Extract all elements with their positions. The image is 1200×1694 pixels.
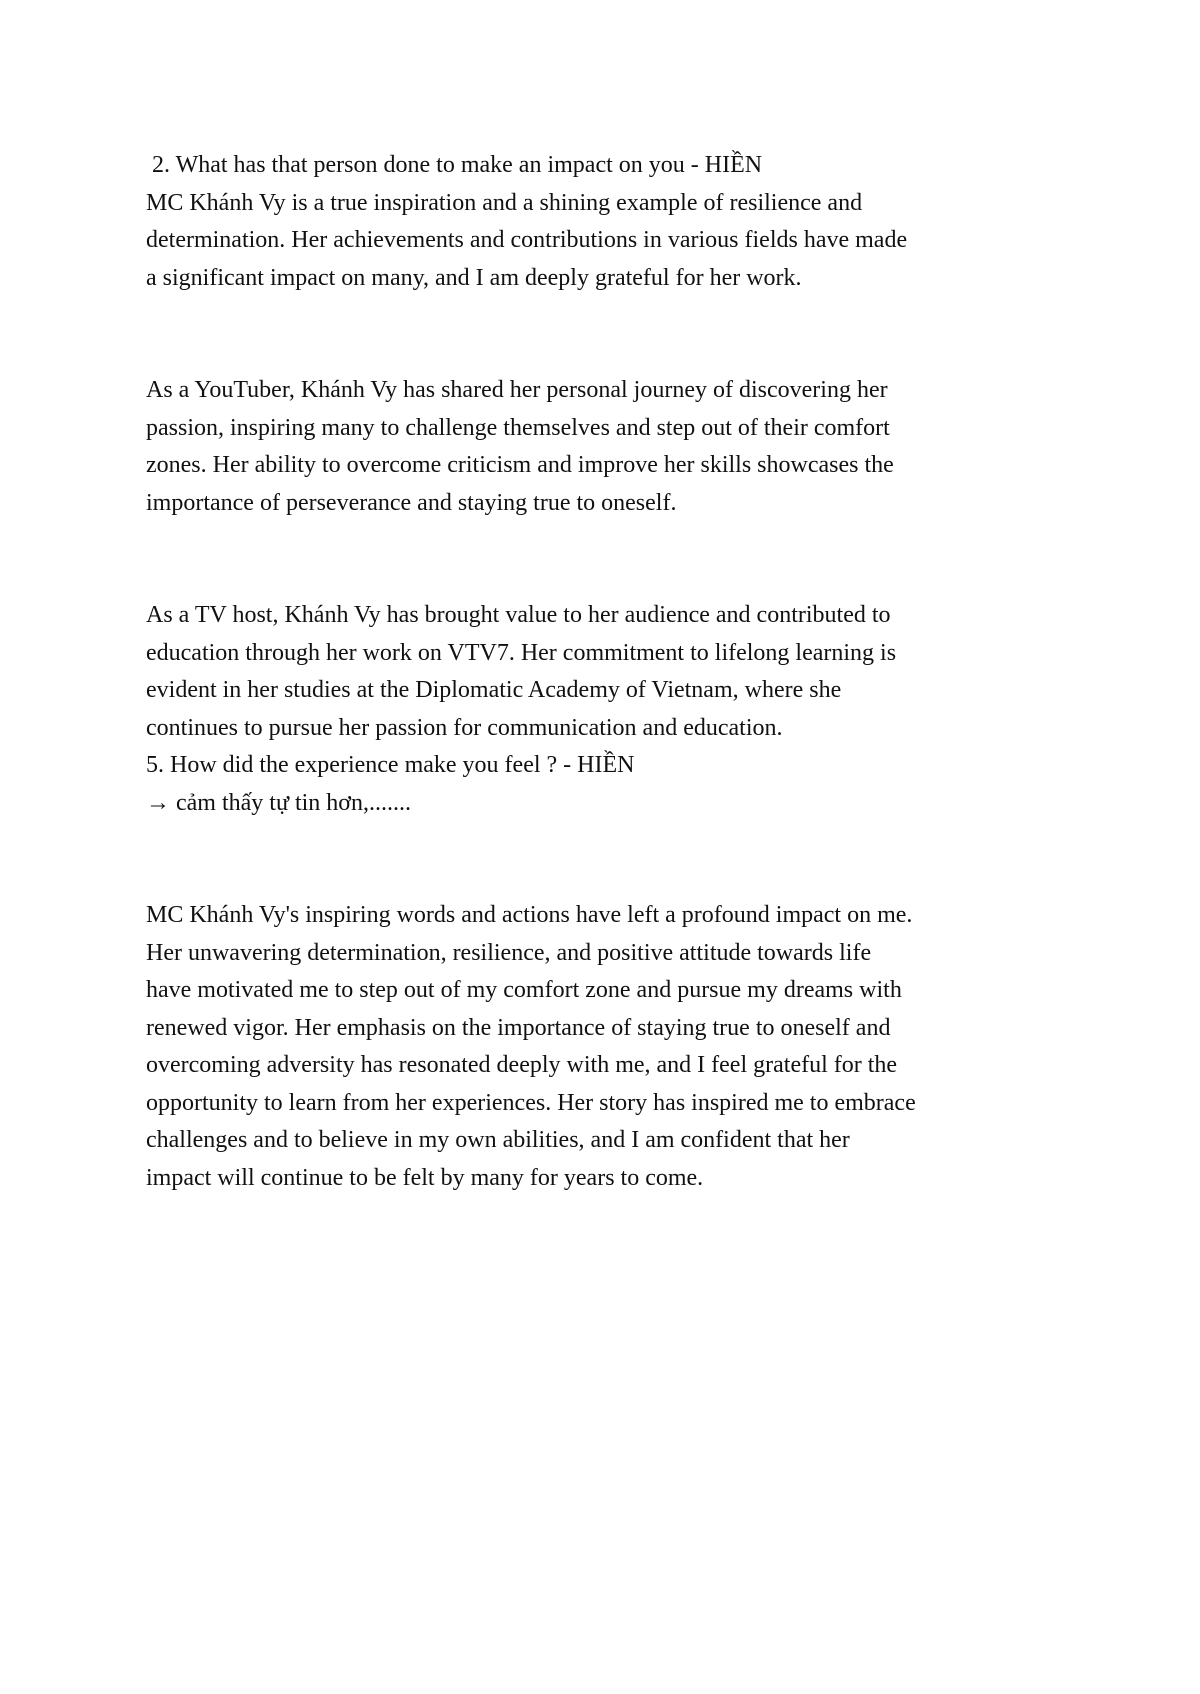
- paragraph-5-line-6: opportunity to learn from her experiences. Her story has inspired me to embrace: [146, 1089, 916, 1116]
- paragraph-5-line-8: impact will continue to be felt by many for years to come.: [146, 1164, 704, 1191]
- paragraph-3-line-3: evident in her studies at the Diplomatic Academy of Vietnam, where she: [146, 677, 842, 703]
- paragraph-5-line-1: MC Khánh Vy's inspiring words and actions have left a profound impact on me.: [146, 902, 913, 928]
- document-body: [146, 147, 1066, 1197]
- question-2-heading: 2. What has that person done to make an impact on you - HIỀN: [152, 152, 763, 178]
- paragraph-5-line-3: have motivated me to step out of my comfort zone and pursue my dreams with: [146, 977, 902, 1003]
- paragraph-gap: [146, 822, 1066, 897]
- paragraph-2-line-1: As a YouTuber, Khánh Vy has shared her personal journey of discovering her: [146, 377, 888, 403]
- feeling-note: → cảm thấy tự tin hơn,.......: [146, 789, 411, 816]
- paragraph-1-line-2: determination. Her achievements and contributions in various fields have made: [146, 227, 908, 253]
- paragraph-3-line-4: continues to pursue her passion for communication and education.: [146, 714, 783, 741]
- paragraph-2-line-2: passion, inspiring many to challenge themselves and step out of their comfort: [146, 414, 890, 441]
- paragraph-5-line-7: challenges and to believe in my own abilities, and I am confident that her: [146, 1127, 850, 1153]
- paragraph-gap: [146, 297, 1066, 372]
- paragraph-5-line-4: renewed vigor. Her emphasis on the importance of staying true to oneself and: [146, 1014, 891, 1041]
- paragraph-1-line-1: MC Khánh Vy is a true inspiration and a shining example of resilience and: [146, 189, 863, 216]
- paragraph-5-line-5: overcoming adversity has resonated deeply with me, and I feel grateful for the: [146, 1052, 898, 1078]
- paragraph-2-line-4: importance of perseverance and staying true to oneself.: [146, 489, 677, 516]
- paragraph-5-line-2: Her unwavering determination, resilience, and positive attitude towards life: [146, 939, 872, 966]
- paragraph-3-line-1: As a TV host, Khánh Vy has brought value to her audience and contributed to: [146, 602, 891, 628]
- paragraph-gap: [146, 522, 1066, 597]
- paragraph-1-line-3: a significant impact on many, and I am deeply grateful for her work.: [146, 264, 802, 291]
- paragraph-3-line-2: education through her work on VTV7. Her commitment to lifelong learning is: [146, 639, 897, 666]
- question-5-heading: 5. How did the experience make you feel ? - HIỀN: [146, 752, 635, 778]
- paragraph-2-line-3: zones. Her ability to overcome criticism and improve her skills showcases the: [146, 452, 894, 478]
